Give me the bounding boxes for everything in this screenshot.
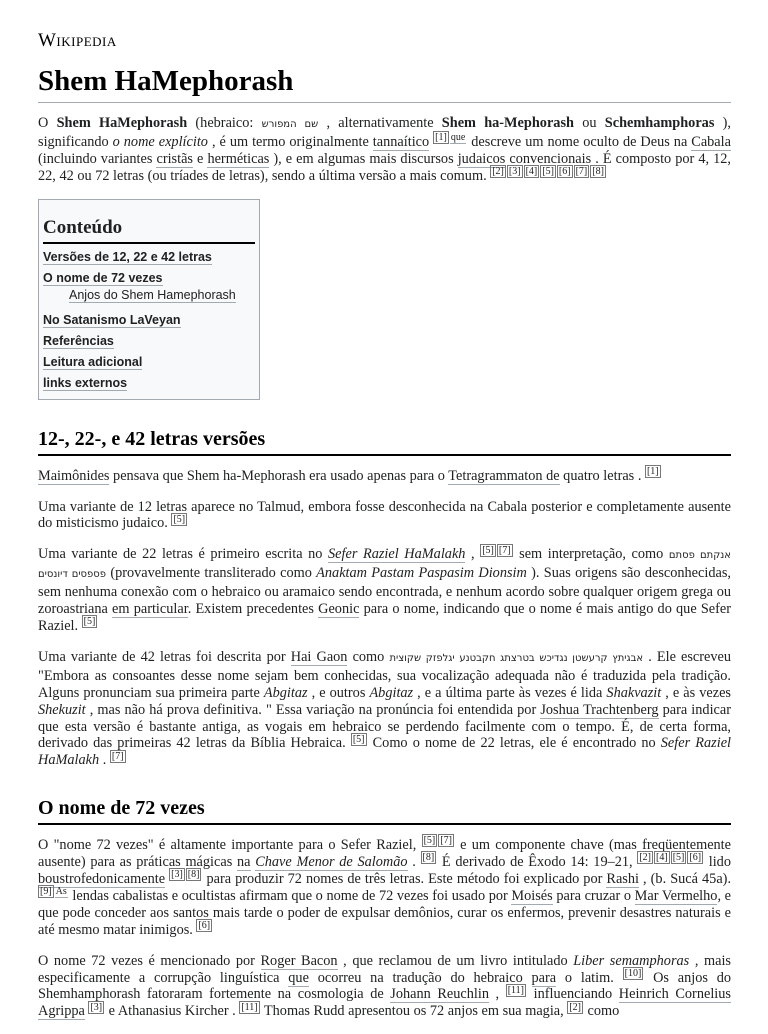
- text: , e outros: [307, 684, 370, 701]
- ref-link[interactable]: [9]: [40, 886, 52, 898]
- text: para o nome, indicando que o nome é mais antigo do que Sefer Raziel.: [38, 601, 732, 634]
- ref-link[interactable]: [1]: [646, 465, 659, 477]
- ref-link[interactable]: [7]: [440, 835, 452, 847]
- toc-item: [43, 376, 255, 391]
- text: ,: [465, 546, 481, 563]
- ref-link[interactable]: [1]: [435, 132, 447, 144]
- ref-link[interactable]: [8]: [422, 852, 435, 864]
- text: , mais especificamente a corrupção linguística: [38, 952, 731, 986]
- text: lendas cabalistas e ocultistas afirmam que o nome de 72 vezes foi usado por: [68, 887, 512, 904]
- text: O nome 72 vezes é mencionado por: [38, 952, 261, 969]
- link-rashi[interactable]: Rashi: [606, 871, 639, 888]
- text: Como o nome de 22 letras, ele é encontrado no: [367, 735, 661, 752]
- paragraph: [38, 546, 731, 635]
- link-geonic[interactable]: Geonic: [318, 601, 360, 618]
- ref-link[interactable]: [7]: [498, 544, 511, 556]
- link-as[interactable]: As: [55, 886, 67, 898]
- text: , alternativamente: [318, 115, 442, 131]
- text: O: [38, 115, 57, 131]
- link-mar-vermelho[interactable]: Mar Vermelho: [634, 887, 718, 904]
- ref-link[interactable]: [4]: [525, 165, 538, 177]
- ref-link[interactable]: [11]: [507, 984, 525, 996]
- ref-link[interactable]: [7]: [111, 750, 124, 762]
- text: .: [407, 854, 421, 871]
- text: convencionais . É composto por 4, 12, 22, 42 ou 72 letras (ou tríades de letras), sendo a última versão a mais comum.: [38, 150, 731, 184]
- toc-title: Conteúdo: [43, 216, 255, 244]
- link-joshua-trachtenberg[interactable]: Joshua Trachtenberg: [540, 701, 659, 718]
- toc-link[interactable]: Referências: [43, 333, 114, 348]
- ref-link[interactable]: [8]: [187, 869, 200, 881]
- text: ). Suas origens são desconhecidas, sem nenhuma conexão com o hebraico ou aramaico sendo encontrada, e nenhum acordo sobre qualquer origem grega ou zoroastriana: [38, 565, 731, 618]
- ref-link[interactable]: [2]: [639, 852, 652, 864]
- link-hai-gaon[interactable]: Hai Gaon: [290, 648, 348, 665]
- link-que[interactable]: que: [288, 969, 309, 986]
- link-que[interactable]: que: [450, 132, 466, 144]
- text: para cruzar o: [552, 887, 635, 904]
- ref-link[interactable]: [5]: [672, 852, 685, 864]
- ref-link[interactable]: [6]: [558, 165, 571, 177]
- ref-link[interactable]: [7]: [575, 165, 588, 177]
- text: , mas não há prova definitiva. " Essa variação na pronúncia foi entendida por: [85, 701, 541, 718]
- wikipedia-logo[interactable]: [38, 30, 117, 51]
- text: Uma variante de 12 letras aparece no Talmud, embora fosse desconhecida na Cabala posterior e completamente ausente do misticismo judaico.: [38, 498, 731, 532]
- ref-link[interactable]: [5]: [423, 835, 436, 847]
- link-em-particular[interactable]: em particular: [112, 601, 188, 618]
- text: (provavelmente transliterado como: [106, 565, 317, 582]
- text: para indicar que esta versão é bastante antiga, as vogais em hebraico se perdendo facilmente com o tempo. É, de certa forma, derivado das primeiras 42 letras da Bíblia Hebraica.: [38, 701, 731, 752]
- ref-link[interactable]: [5]: [542, 165, 554, 177]
- italic-term: Shekuzit: [38, 701, 86, 718]
- link-boustrofedonicamente[interactable]: boustrofedonicamente: [38, 871, 166, 888]
- italic-term: Abgitaz: [369, 684, 414, 701]
- link-maimonides[interactable]: Maimônides: [38, 467, 110, 484]
- ref-link[interactable]: [3]: [90, 1001, 103, 1013]
- text: como: [583, 1003, 620, 1020]
- text: . Ele escreveu "Embora as consoantes desse nome sejam bem conhecidas, sua vocalização adequada não é traduzida pela tradição. Alguns pronunciam sua primeira parte: [38, 648, 732, 701]
- text: ocorreu na tradução do hebraico: [308, 969, 532, 986]
- ref-link[interactable]: [10]: [624, 967, 642, 979]
- text: , que reclamou de um livro intitulado: [337, 952, 574, 969]
- text: (hebraico:: [187, 115, 262, 131]
- text: , e às vezes: [661, 684, 731, 701]
- italic-term: Sefer Raziel HaMalakh: [38, 735, 732, 769]
- intro-paragraph: [38, 115, 731, 185]
- text: lido: [704, 854, 731, 871]
- text: e: [193, 150, 208, 167]
- ref-link[interactable]: [5]: [352, 733, 365, 745]
- table-of-contents: [38, 199, 260, 400]
- text: descreve um nome oculto de Deus na: [467, 133, 692, 150]
- ref-link[interactable]: [5]: [482, 544, 494, 556]
- hebrew-text: אבגיתץ קרעשטן נגדיכש בטרצתג חקבטנע יגלפזק שקוצית: [389, 652, 644, 664]
- text: É derivado de Êxodo 14: 19–21,: [437, 854, 638, 871]
- link-hermeticas[interactable]: herméticas: [207, 150, 270, 167]
- text: , e a última parte às vezes é lida: [413, 684, 607, 701]
- text: quatro letras .: [559, 467, 645, 484]
- text: Uma variante de 42 letras foi descrita por: [38, 648, 291, 665]
- toc-subitem: [43, 288, 255, 303]
- link-tannaitico[interactable]: tannaítico: [372, 133, 430, 150]
- italic-term: o nome explícito: [112, 133, 208, 150]
- section-heading: 12-, 22-, e 42 letras versões: [38, 426, 731, 456]
- ref-link[interactable]: [6]: [198, 919, 211, 931]
- link-sefer-raziel[interactable]: Sefer Raziel HaMalakh: [328, 546, 466, 563]
- link-roger-bacon[interactable]: Roger Bacon: [260, 952, 338, 969]
- link-moises[interactable]: Moisés: [511, 887, 553, 904]
- toc-link[interactable]: No Satanismo LaVeyan: [43, 312, 181, 327]
- paragraph: [38, 837, 731, 938]
- link-tetragrammaton[interactable]: Tetragrammaton de: [448, 467, 560, 484]
- toc-item: [43, 334, 255, 349]
- ref-link[interactable]: [4]: [656, 852, 668, 864]
- paragraph: [38, 499, 731, 533]
- ref-link[interactable]: [3]: [171, 869, 183, 881]
- toc-link[interactable]: links externos: [43, 375, 128, 390]
- text: , e que pode conceder aos santos mais tarde o poder de expulsar demônios, curar os enfermos, prevenir desastres naturais e até mesmo matar inimigos.: [38, 887, 731, 938]
- bold-term: Shem ha-Mephorash: [441, 115, 574, 131]
- text: como: [347, 648, 390, 665]
- text: influenciando: [527, 986, 619, 1003]
- link-chave-menor[interactable]: Chave Menor de Salomão: [255, 854, 408, 871]
- ref-link[interactable]: [2]: [492, 165, 504, 177]
- link-para[interactable]: para: [531, 969, 557, 986]
- bold-term: Shem HaMephorash: [56, 115, 188, 131]
- text: . Existem precedentes: [187, 601, 319, 618]
- page-title: Shem HaMephorash: [38, 62, 731, 103]
- toc-item: [43, 250, 255, 265]
- ref-link[interactable]: [11]: [241, 1001, 258, 1013]
- ref-link[interactable]: [8]: [592, 165, 604, 177]
- toc-list: [43, 250, 255, 391]
- toc-link[interactable]: Anjos do Shem Hamephorash: [69, 287, 236, 302]
- italic-term: Abgitaz: [263, 684, 308, 701]
- text: Uma variante de 22 letras é primeiro escrita no: [38, 546, 329, 563]
- ref-link[interactable]: [2]: [569, 1001, 581, 1013]
- toc-link[interactable]: Leitura adicional: [43, 354, 143, 369]
- text: o latim.: [556, 969, 623, 986]
- text: ), e em algumas mais discursos: [269, 150, 458, 167]
- article-body: [38, 115, 731, 1034]
- text: O "nome 72 vezes" é altamente importante para o Sefer Raziel,: [38, 837, 422, 854]
- toc-link[interactable]: O nome de 72 vezes: [43, 270, 163, 285]
- italic-term: Liber semamphoras: [573, 952, 690, 969]
- hebrew-text: שם המפורש: [261, 119, 319, 130]
- text: e Athanasius Kircher .: [105, 1003, 240, 1020]
- hebrew-text: אנקתם פסתם פספסים דיונסים: [38, 550, 731, 581]
- text: ,: [488, 986, 506, 1003]
- toc-item: [43, 271, 255, 286]
- text: para produzir 72 nomes de três letras. Este método foi explicado por: [202, 871, 607, 888]
- toc-item: [43, 313, 255, 328]
- toc-link[interactable]: Versões de 12, 22 e 42 letras: [43, 249, 212, 264]
- text: e um componente chave (mas freqüentemente ausente) para as práticas mágicas: [38, 837, 732, 871]
- ref-link[interactable]: [5]: [173, 513, 186, 525]
- link-na[interactable]: na: [237, 854, 251, 871]
- text: sem interpretação, como: [513, 546, 669, 563]
- text: ), significando: [38, 115, 731, 150]
- text: Thomas Rudd apresentou os 72 anjos em sua magia,: [260, 1003, 568, 1020]
- link-judaicos[interactable]: judaicos: [457, 150, 506, 167]
- paragraph: [38, 465, 731, 485]
- italic-term: Anaktam Pastam Paspasim Dionsim: [316, 565, 527, 582]
- link-agrippa[interactable]: Heinrich Cornelius Agrippa: [38, 986, 731, 1020]
- link-johann-reuchlin[interactable]: Johann Reuchlin: [390, 986, 489, 1003]
- text: Os anjos do Shemhamphorash fatoraram fortemente na cosmologia de: [38, 969, 732, 1003]
- text: ou: [573, 115, 605, 131]
- ref-link[interactable]: [3]: [508, 165, 521, 177]
- text: pensava que Shem ha-Mephorash era usado apenas para o: [109, 467, 449, 484]
- section-heading: O nome de 72 vezes: [38, 795, 731, 825]
- link-cabala[interactable]: Cabala: [691, 133, 731, 150]
- text: (incluindo variantes: [38, 150, 157, 167]
- ref-link[interactable]: [5]: [83, 616, 96, 628]
- paragraph: [38, 649, 731, 769]
- text: , (b. Sucá 45a).: [639, 871, 732, 888]
- italic-term: Shakvazit: [606, 684, 662, 701]
- ref-link[interactable]: [6]: [689, 852, 702, 864]
- link-cristas[interactable]: cristãs: [156, 150, 193, 167]
- text: .: [99, 752, 110, 769]
- text: , é um termo originalmente: [207, 133, 373, 150]
- paragraph: [38, 953, 731, 1021]
- brand-name: Wikipedia: [38, 30, 117, 51]
- bold-term: Schemhamphoras: [604, 115, 715, 131]
- toc-item: [43, 355, 255, 370]
